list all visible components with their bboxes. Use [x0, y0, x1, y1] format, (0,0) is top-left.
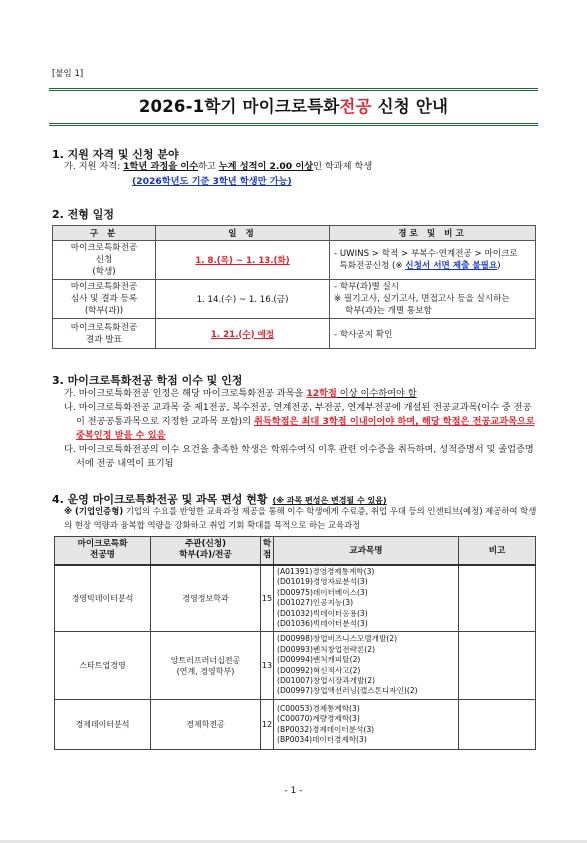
course-dept: 경제학전공 — [151, 700, 261, 750]
schedule-date: 1. 14.(수) ~ 1. 16.(금) — [156, 280, 330, 319]
course-name: 경영빅데이터분석 — [55, 565, 151, 632]
section3-item-a — [64, 387, 536, 401]
course-item: (A01391)경영경제통계학(3) — [277, 567, 375, 577]
item-a-credits: 12학점 — [306, 388, 337, 399]
section4-heading-note: (※ 과목 편성은 변경될 수 있음) — [272, 496, 387, 505]
courses-header-row — [55, 537, 536, 565]
table-row — [55, 565, 536, 632]
title-suffix: 신청 안내 — [371, 97, 449, 116]
line-a-prefix: 가. 지원 자격: — [64, 161, 124, 172]
schedule-note: - 학사공지 확인 — [330, 319, 536, 349]
schedule-header-date: 일 정 — [156, 226, 330, 241]
section3-item-b — [64, 401, 536, 443]
course-item: (D00992)혁신적사고(2) — [277, 665, 361, 675]
item-a-text: 가. 마이크로특화전공 인정은 해당 마이크로특화전공 과목을 — [64, 388, 307, 399]
item-b-text: 나. 마이크로특화전공 교과목 중 제1전공, 복수전공, 연계전공, 부전공, 연계부전공에 개설된 전공교과목(이수 중 전공이 전공공통과목으로 지정한 교과목 포함)의 — [64, 402, 532, 427]
course-item: (D01027)인공지능(3) — [277, 598, 354, 608]
title-highlight: 전공 — [339, 97, 372, 116]
course-list — [274, 700, 459, 750]
course-item: (C00053)경제통계학(3) — [277, 703, 360, 713]
course-item: (D01036)빅데이터분석(3) — [277, 619, 368, 629]
course-item: (D01032)빅데이터응용(3) — [277, 608, 368, 618]
item-b-emphasis: 취득학점은 최대 3학점 이내이어야 하며, 해당 학점은 전공교과목으로 중복인정 받을 수 있음 — [76, 416, 535, 441]
course-item: (D01019)경영자료분석(3) — [277, 577, 368, 587]
section3-body — [64, 387, 536, 471]
schedule-date: 1. 8.(목) ~ 1. 13.(화) — [195, 256, 290, 266]
courses-header-list: 교과목명 — [274, 537, 459, 565]
course-item: (D00994)벤처캐피탈(2) — [277, 655, 361, 665]
section3-item-c: 다. 마이크로특화전공의 이수 요건을 충족한 학생은 학위수여식 이후 관련 이수증을 취득하며, 성적증명서 및 졸업증명서에 전공 내역이 표기됨 — [64, 444, 534, 469]
table-row — [55, 700, 536, 750]
section1-note: (2026학년도 기준 3학년 학생만 가능) — [132, 176, 292, 187]
page-title — [49, 88, 538, 126]
page-number: - 1 - — [284, 786, 303, 796]
table-row — [55, 632, 536, 700]
course-remark — [459, 565, 536, 632]
item-a-end: 이상 이수하여야 함 — [336, 388, 417, 399]
section1-line-a — [64, 160, 534, 174]
course-credits: 15 — [261, 565, 274, 632]
course-credits: 12 — [261, 700, 274, 750]
course-list — [274, 632, 459, 700]
schedule-header-category: 구 분 — [53, 226, 156, 241]
line-a-suffix: 인 학과제 학생 — [313, 161, 373, 172]
line-a-bold-2: 누계 성적이 2.00 이상 — [218, 161, 314, 172]
schedule-header-note: 경로 및 비고 — [330, 226, 536, 241]
courses-header-remark: 비고 — [459, 537, 536, 565]
schedule-date: 1. 21.(수) 예정 — [210, 329, 275, 340]
schedule-note-emphasis: 신청서 서면 제출 불필요 — [405, 261, 498, 271]
section2-heading: 2. 전형 일정 — [52, 208, 114, 221]
schedule-note-end: ) — [497, 261, 501, 271]
attachment-label: [붙임 1] — [52, 69, 84, 79]
description-text: 기업의 수요를 반영한 교육과정 제공을 통해 이수 학생에게 수료증, 취업 우대 등의 인센티브(예정) 제공하여 학생의 현장 역량과 융복합 역량을 강화하고 취업 기회 확대를 목적으로 하는 교육과정 — [64, 506, 537, 530]
course-item: (D00993)벤처창업전략론(2) — [277, 644, 376, 654]
course-item: (BP0032)경제데이터분석(3) — [277, 724, 375, 734]
course-item: (D01007)창업시장과개발(2) — [277, 675, 376, 685]
description-label: ※ (기업인증형) — [64, 506, 124, 516]
schedule-row — [53, 280, 536, 319]
schedule-row — [53, 319, 536, 349]
course-item: (D00975)데이터베이스(3) — [277, 587, 368, 597]
section4-heading: 4. 운영 마이크로특화전공 및 과목 편성 현황 — [52, 493, 268, 506]
schedule-table — [52, 225, 536, 349]
course-name: 경제데이터분석 — [55, 700, 151, 750]
course-item: (C00070)계량경제학(3) — [277, 714, 360, 724]
course-remark — [459, 632, 536, 700]
schedule-row — [53, 241, 536, 280]
title-prefix: 2026-1학기 마이크로특화 — [138, 97, 340, 116]
course-item: (D00997)창업액션러닝(캡스톤디자인)(2) — [277, 686, 418, 696]
course-name: 스타트업경영 — [55, 632, 151, 700]
course-dept: 경영정보학과 — [151, 565, 261, 632]
line-a-bold-1: 1학년 과정을 이수 — [123, 161, 199, 172]
course-dept: 앙트러프러너십전공 (연계, 경영학부) — [151, 632, 261, 700]
schedule-note: - 학부(과)별 실시 ※ 필기고사, 실기고사, 면접고사 등을 실시하는 학부(과)는 개별 통보함 — [330, 280, 536, 319]
schedule-note-text: - UWINS > 학적 > 부복수·연계전공 > 마이크로 특화전공신청 (※ — [334, 249, 518, 271]
course-item: (BP0034)데이터경제학(3) — [277, 734, 367, 744]
courses-header-name: 마이크로특화 전공명 — [55, 537, 151, 565]
schedule-note — [330, 241, 536, 280]
schedule-label: 마이크로특화전공 결과 발표 — [53, 319, 156, 349]
course-list — [274, 565, 459, 632]
courses-table — [54, 536, 536, 750]
schedule-label: 마이크로특화전공 심사 및 결과 등록 (학부(과)) — [53, 280, 156, 319]
schedule-header-row — [53, 226, 536, 241]
section3-heading: 3. 마이크로특화전공 학점 이수 및 인정 — [52, 374, 243, 387]
course-credits: 13 — [261, 632, 274, 700]
line-a-mid: 하고 — [198, 161, 219, 172]
section1-heading: 1. 지원 자격 및 신청 분야 — [52, 148, 179, 161]
section4-description — [64, 504, 538, 532]
course-remark — [459, 700, 536, 750]
schedule-label: 마이크로특화전공 신청 (학생) — [53, 241, 156, 280]
course-item: (D00998)창업비즈니스모델개발(2) — [277, 634, 398, 644]
courses-header-dept: 주관(신청) 학부(과)/전공 — [151, 537, 261, 565]
courses-header-credits: 학 점 — [261, 537, 274, 565]
